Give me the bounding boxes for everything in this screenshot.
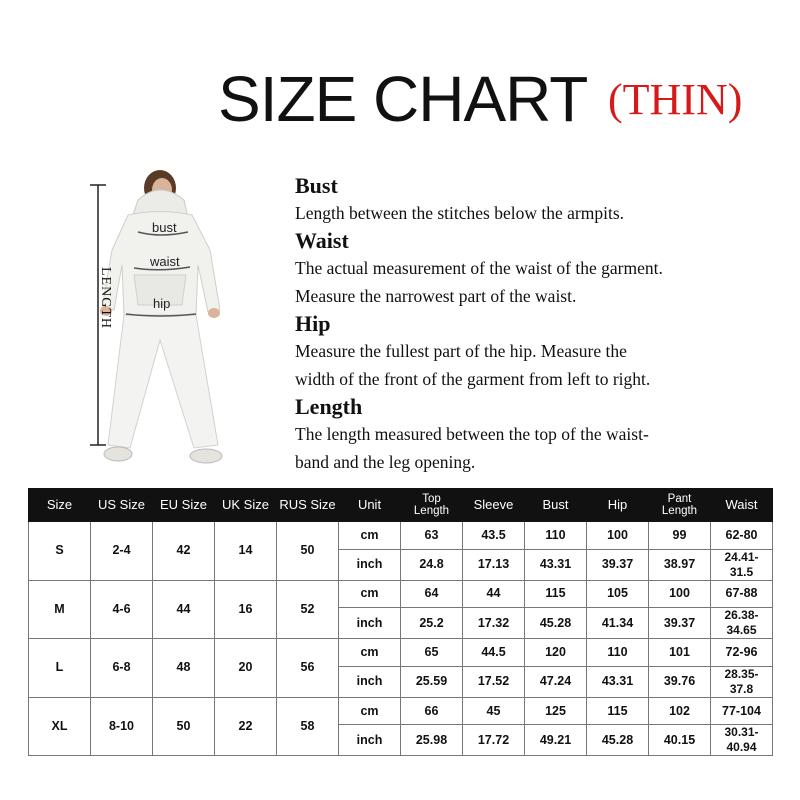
cell-inch: 17.32: [463, 608, 525, 639]
cell-eu: 42: [153, 522, 215, 581]
cell-inch: 28.35- 37.8: [711, 666, 773, 697]
definition-text: Length between the stitches below the armpits.: [295, 203, 625, 223]
cell-cm: cm: [339, 580, 401, 608]
cell-inch: 17.72: [463, 725, 525, 756]
cell-cm: 102: [649, 697, 711, 725]
length-label: LENGTH: [98, 267, 113, 329]
cell-cm: 115: [587, 697, 649, 725]
cell-rus: 52: [277, 580, 339, 639]
cell-cm: 120: [525, 639, 587, 667]
model-illustration: [60, 170, 280, 480]
cell-cm: 105: [587, 580, 649, 608]
cell-us: 8-10: [91, 697, 153, 756]
cell-size: L: [29, 639, 91, 698]
cell-cm: 43.5: [463, 522, 525, 550]
cell-inch: 39.76: [649, 666, 711, 697]
cell-eu: 44: [153, 580, 215, 639]
cell-us: 2-4: [91, 522, 153, 581]
table-row: [29, 522, 773, 550]
cell-inch: 17.13: [463, 549, 525, 580]
table-row: [29, 580, 773, 608]
cell-inch: inch: [339, 666, 401, 697]
bust-label: bust: [152, 220, 177, 235]
cell-cm: 64: [401, 580, 463, 608]
column-header: Pant Length: [649, 489, 711, 522]
cell-size: M: [29, 580, 91, 639]
column-header: Sleeve: [463, 489, 525, 522]
cell-uk: 14: [215, 522, 277, 581]
cell-cm: 65: [401, 639, 463, 667]
cell-cm: 125: [525, 697, 587, 725]
cell-cm: 66: [401, 697, 463, 725]
cell-rus: 58: [277, 697, 339, 756]
cell-cm: 115: [525, 580, 587, 608]
cell-inch: inch: [339, 725, 401, 756]
column-header: Hip: [587, 489, 649, 522]
cell-inch: 39.37: [649, 608, 711, 639]
table-row: [29, 639, 773, 667]
cell-eu: 50: [153, 697, 215, 756]
column-header: UK Size: [215, 489, 277, 522]
cell-cm: 100: [587, 522, 649, 550]
model-figure: [60, 170, 280, 480]
cell-cm: cm: [339, 697, 401, 725]
cell-inch: 49.21: [525, 725, 587, 756]
cell-cm: 72-96: [711, 639, 773, 667]
cell-inch: 40.15: [649, 725, 711, 756]
waist-label: waist: [150, 254, 180, 269]
column-header: Waist: [711, 489, 773, 522]
cell-inch: 38.97: [649, 549, 711, 580]
hip-label: hip: [153, 296, 171, 311]
table-header-row: [29, 489, 773, 522]
cell-rus: 50: [277, 522, 339, 581]
size-table: [28, 488, 773, 756]
definition-term: Length: [295, 394, 363, 419]
cell-inch: inch: [339, 608, 401, 639]
cell-cm: 62-80: [711, 522, 773, 550]
definition-term: Hip: [295, 311, 331, 336]
table-row: [29, 697, 773, 725]
cell-inch: 43.31: [587, 666, 649, 697]
cell-cm: 44: [463, 580, 525, 608]
definition-text: The length measured between the top of the waist- band and the leg opening.: [295, 424, 649, 472]
cell-us: 4-6: [91, 580, 153, 639]
cell-inch: 41.34: [587, 608, 649, 639]
cell-inch: 26.38- 34.65: [711, 608, 773, 639]
cell-uk: 22: [215, 697, 277, 756]
cell-cm: 110: [525, 522, 587, 550]
measurement-definitions: [295, 172, 795, 476]
cell-cm: cm: [339, 639, 401, 667]
cell-inch: inch: [339, 549, 401, 580]
cell-inch: 39.37: [587, 549, 649, 580]
cell-cm: 45: [463, 697, 525, 725]
definition-text: Measure the fullest part of the hip. Measure the width of the front of the garment from left to right.: [295, 341, 651, 389]
column-header: Bust: [525, 489, 587, 522]
cell-inch: 24.8: [401, 549, 463, 580]
cell-uk: 20: [215, 639, 277, 698]
column-header: Size: [29, 489, 91, 522]
cell-cm: 101: [649, 639, 711, 667]
page-subtitle: (THIN): [608, 75, 743, 124]
cell-cm: 77-104: [711, 697, 773, 725]
cell-inch: 30.31- 40.94: [711, 725, 773, 756]
cell-inch: 25.2: [401, 608, 463, 639]
cell-cm: 67-88: [711, 580, 773, 608]
definition-text: The actual measurement of the waist of the garment. Measure the narrowest part of the waist.: [295, 258, 663, 306]
cell-cm: 110: [587, 639, 649, 667]
cell-us: 6-8: [91, 639, 153, 698]
cell-cm: 63: [401, 522, 463, 550]
cell-uk: 16: [215, 580, 277, 639]
cell-eu: 48: [153, 639, 215, 698]
header: [0, 62, 800, 142]
page-title: SIZE CHART: [218, 63, 588, 135]
cell-inch: 47.24: [525, 666, 587, 697]
cell-cm: 100: [649, 580, 711, 608]
table-body: [29, 522, 773, 756]
cell-cm: 99: [649, 522, 711, 550]
column-header: Unit: [339, 489, 401, 522]
cell-inch: 45.28: [587, 725, 649, 756]
column-header: Top Length: [401, 489, 463, 522]
cell-inch: 43.31: [525, 549, 587, 580]
column-header: US Size: [91, 489, 153, 522]
cell-inch: 17.52: [463, 666, 525, 697]
column-header: RUS Size: [277, 489, 339, 522]
cell-inch: 25.59: [401, 666, 463, 697]
cell-cm: cm: [339, 522, 401, 550]
column-header: EU Size: [153, 489, 215, 522]
cell-cm: 44.5: [463, 639, 525, 667]
definition-term: Waist: [295, 228, 349, 253]
cell-size: S: [29, 522, 91, 581]
cell-inch: 24.41- 31.5: [711, 549, 773, 580]
cell-rus: 56: [277, 639, 339, 698]
cell-size: XL: [29, 697, 91, 756]
cell-inch: 45.28: [525, 608, 587, 639]
cell-inch: 25.98: [401, 725, 463, 756]
definition-term: Bust: [295, 173, 338, 198]
